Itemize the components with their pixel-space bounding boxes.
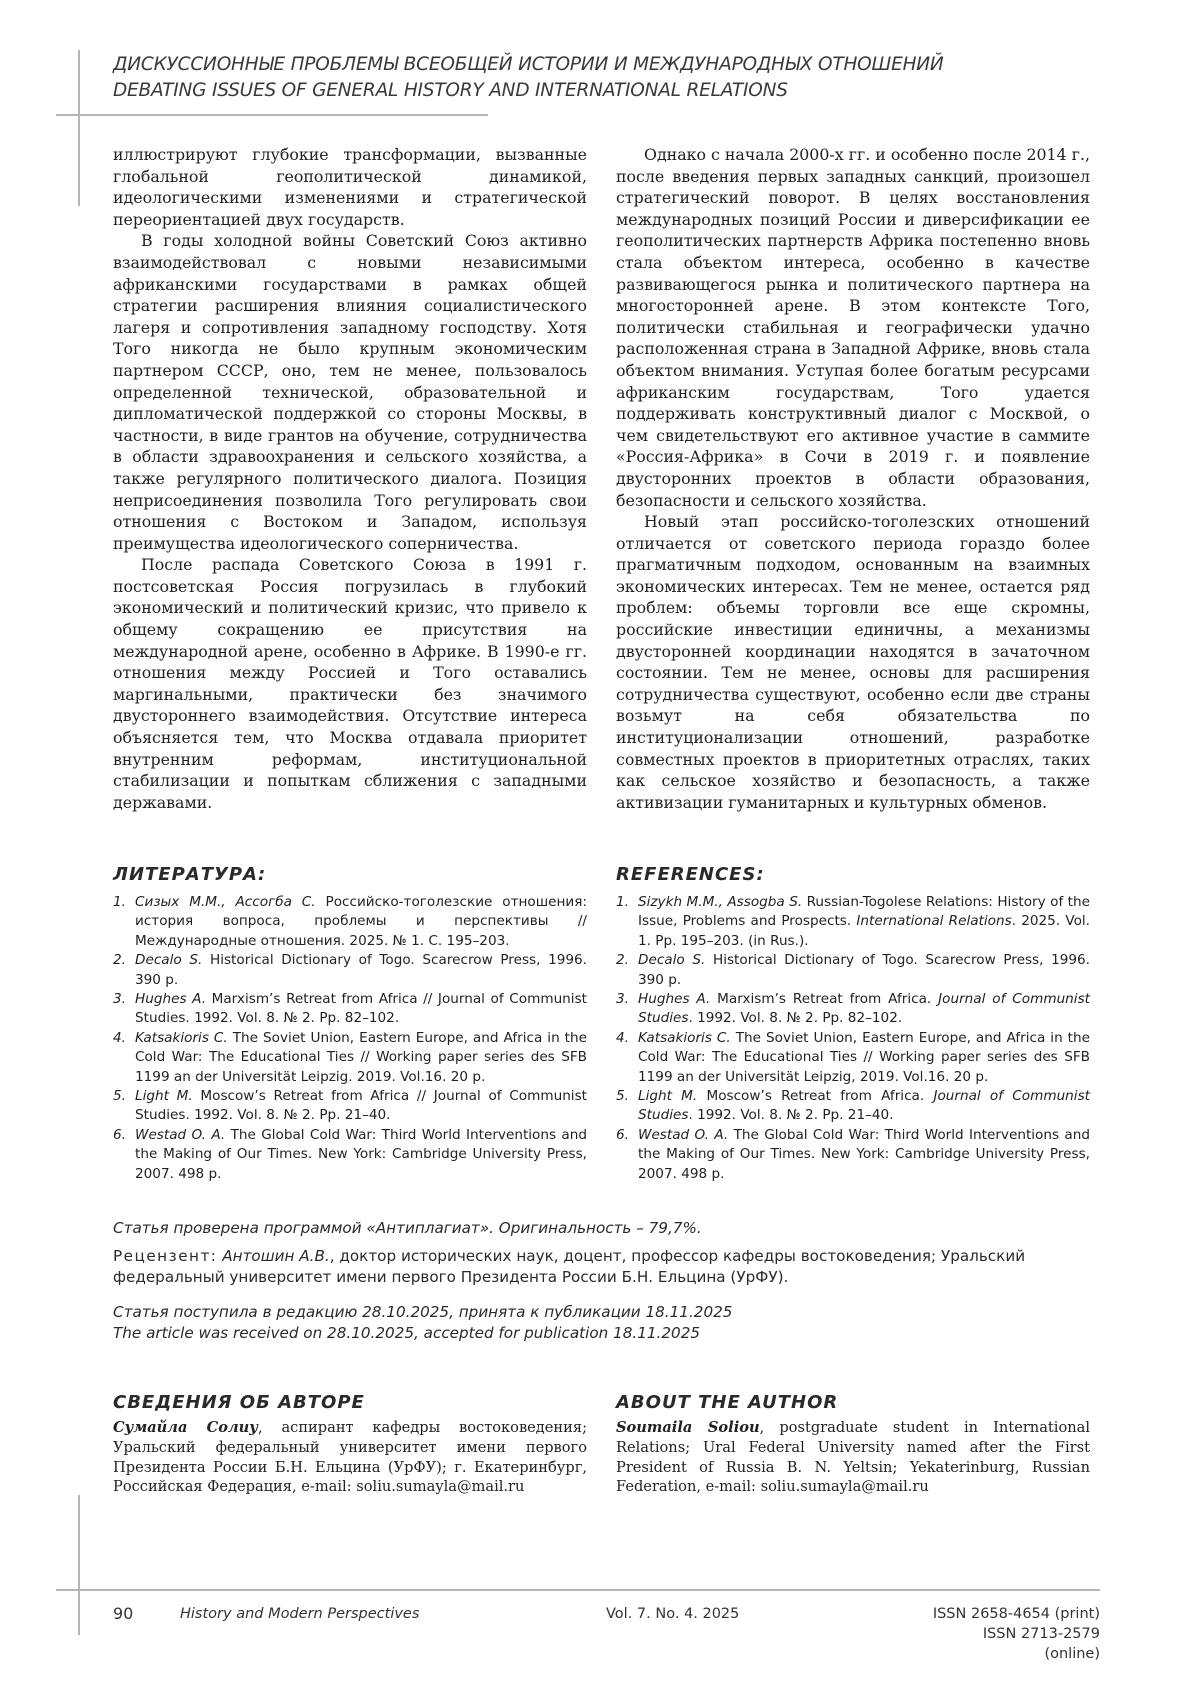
literature-item: 2. Decalo S. Historical Dictionary of Togo. Scarecrow Press, 1996. 390 p. xyxy=(113,952,587,988)
author-ru-name: Сумайла Солиу xyxy=(113,1419,259,1436)
received-note-en: The article was received on 28.10.2025, accepted for publication 18.11.2025 xyxy=(113,1324,701,1342)
reference-item: 4. Katsakioris C. The Soviet Union, Eastern Europe, and Africa in the Cold War: The Educational Ties // Working paper series des SFB 1199 an der Universität Leipzig, 2019. Vol.16. 20 p. xyxy=(616,1029,1090,1085)
footer-volume: Vol. 7. No. 4. 2025 xyxy=(606,1606,740,1622)
frame-line-bottom-left xyxy=(78,1495,80,1635)
author-en-info xyxy=(616,1418,1090,1497)
author-en-name: Soumaila Soliou xyxy=(616,1419,760,1436)
reference-item: 5. Light M. Moscow’s Retreat from Africa. Journal of Communist Studies. 1992. Vol. 8. № 2. Pp. 21–40. xyxy=(616,1088,1090,1124)
author-ru-text: , аспирант кафедры востоковедения; Уральский федеральный университет имени первого Президента России Б.Н. Ельцина (УрФУ); г. Екатеринбург, Российская Федерация, e-mail: soliu.sumayla@mail.ru xyxy=(113,1419,588,1496)
reference-item: 6. Westad O. A. The Global Cold War: Third World Interventions and the Making of Our Times. New York: Cambridge University Press, 2007. 498 p. xyxy=(616,1126,1090,1182)
frame-line-footer xyxy=(56,1589,1100,1591)
running-header xyxy=(113,52,1113,104)
literature-item: 5. Light M. Moscow’s Retreat from Africa // Journal of Communist Studies. 1992. Vol. 8. № 2. Pp. 21–40. xyxy=(113,1088,587,1124)
body-column-right xyxy=(616,144,1090,813)
references-heading: REFERENCES: xyxy=(616,864,765,885)
paragraph: Новый этап российско-тоголезских отношений отличается от советского периода гораздо более прагматичным подходом, основанным на взаимных экономических интересах. Тем не менее, остается ряд проблем: объемы торговли все еще скромны, российские инвестиции единичны, а механизмы двусторонней координации находятся в зачаточном состоянии. Тем не менее, основы для расширения сотрудничества существуют, особенно если две страны возьмут на себя обязательства по институционализации отношений, разработке совместных проектов в приоритетных отраслях, таких как сельское хозяйство и безопасность, а также активизации гуманитарных и культурных обменов. xyxy=(616,512,1090,812)
body-column-left xyxy=(113,144,587,813)
reference-item: 1. Sizykh M.M., Assogba S. Russian-Togolese Relations: History of the Issue, Problems and Prospects. International Relations. 2025. Vol. 1. Pp. 195–203. (in Rus.). xyxy=(616,894,1090,949)
literature-heading: ЛИТЕРАТУРА: xyxy=(113,864,267,885)
frame-line-header xyxy=(56,114,488,116)
paragraph: В годы холодной войны Советский Союз активно взаимодействовал с новыми независимыми африканскими государствами в рамках общей стратегии расширения влияния социалистического лагеря и сопротивления западному господству. Хотя Того никогда не было крупным экономическим партнером СССР, оно, тем не менее, пользовалось определенной технической, образовательной и дипломатической поддержкой со стороны Москвы, в частности, в виде грантов на обучение, сотрудничества в области здравоохранения и сельского хозяйства, а также регулярного политического диалога. Позиция неприсоединения позволила Того регулировать свои отношения с Востоком и Западом, используя преимущества идеологического соперничества. xyxy=(113,231,587,553)
reviewer-name: Антошин А.В. xyxy=(222,1247,330,1265)
antiplagiat-note: Статья проверена программой «Антиплагиат». Оригинальность – 79,7%. xyxy=(113,1219,702,1237)
literature-item: 3. Hughes A. Marxism’s Retreat from Africa // Journal of Communist Studies. 1992. Vol. 8. № 2. Pp. 82–102. xyxy=(113,991,587,1027)
paragraph: иллюстрируют глубокие трансформации, вызванные глобальной геополитической динамикой, идеологическими изменениями и стратегической переориентацией двух государств. xyxy=(113,145,587,229)
frame-line-top-left xyxy=(78,50,80,206)
references-list xyxy=(616,893,1090,1184)
author-en-heading: ABOUT THE AUTHOR xyxy=(616,1392,839,1413)
reference-item: 3. Hughes A. Marxism’s Retreat from Africa. Journal of Communist Studies. 1992. Vol. 8. № 2. Pp. 82–102. xyxy=(616,991,1090,1027)
paragraph: После распада Советского Союза в 1991 г. постсоветская Россия погрузилась в глубокий экономический и политический кризис, что привело к общему сокращению ее присутствия на международной арене, особенно в Африке. В 1990-е гг. отношения между Россией и Того оставались маргинальными, практически без значимого двустороннего взаимодействия. Отсутствие интереса объясняется тем, что Москва отдавала приоритет внутренним реформам, институциональной стабилизации и попыткам сближения с западными державами. xyxy=(113,555,587,812)
literature-item: 1. Сизых М.М., Ассогба С. Российско-тоголезские отношения: история вопроса, проблемы и перспективы // Международные отношения. 2025. № 1. С. 195–203. xyxy=(113,894,587,949)
header-title-ru: ДИСКУССИОННЫЕ ПРОБЛЕМЫ ВСЕОБЩЕЙ ИСТОРИИ И МЕЖДУНАРОДНЫХ ОТНОШЕНИЙ xyxy=(113,54,944,75)
author-ru-info xyxy=(113,1418,587,1497)
reviewer-text: , доктор исторических наук, доцент, профессор кафедры востоковедения; Уральский федеральный университет имени первого Президента России Б.Н. Ельцина (УрФУ). xyxy=(113,1247,1026,1286)
literature-item: 6. Westad O. A. The Global Cold War: Third World Interventions and the Making of Our Times. New York: Cambridge University Press, 2007. 498 p. xyxy=(113,1126,587,1182)
author-en-text: , postgraduate student in International Relations; Ural Federal University named after the First President of Russia B. N. Yeltsin; Yekaterinburg, Russian Federation, e-mail: soliu.sumayla@mail.ru xyxy=(616,1419,1090,1496)
reference-item: 2. Decalo S. Historical Dictionary of Togo. Scarecrow Press, 1996. 390 p. xyxy=(616,952,1090,988)
issn-print: ISSN 2658-4654 (print) xyxy=(932,1606,1100,1622)
header-title-en: DEBATING ISSUES OF GENERAL HISTORY AND INTERNATIONAL RELATIONS xyxy=(113,80,788,101)
received-note-ru: Статья поступила в редакцию 28.10.2025, принята к публикации 18.11.2025 xyxy=(113,1303,733,1321)
reviewer-note xyxy=(113,1246,1103,1288)
literature-item: 4. Katsakioris C. The Soviet Union, Eastern Europe, and Africa in the Cold War: The Educational Ties // Working paper series des SFB 1199 an der Universität Leipzig. 2019. Vol.16. 20 p. xyxy=(113,1029,587,1085)
reviewer-label: Рецензент: xyxy=(113,1247,218,1265)
issn-online: ISSN 2713-2579 (online) xyxy=(982,1626,1100,1662)
footer-journal: History and Modern Perspectives xyxy=(180,1606,420,1622)
author-ru-heading: СВЕДЕНИЯ ОБ АВТОРЕ xyxy=(113,1392,365,1413)
page-number: 90 xyxy=(113,1604,134,1623)
paragraph: Однако с начала 2000-х гг. и особенно после 2014 г., после введения первых западных санкций, произошел стратегический поворот. В целях восстановления международных позиций России и диверсификации ее геополитических партнерств Африка постепенно вновь стала объектом интереса, особенно в качестве развивающегося рынка и политического партнера на многосторонней арене. В этом контексте Того, политически стабильная и географически удачно расположенная страна в Западной Африке, вновь стала объектом внимания. Уступая более богатым ресурсами африканским государствам, Того удается поддерживать конструктивный диалог с Москвой, о чем свидетельствуют его активное участие в саммите «Россия-Африка» в Сочи в 2019 г. и появление двусторонних проектов в области образования, безопасности и сельского хозяйства. xyxy=(616,145,1090,510)
literature-list xyxy=(113,893,587,1184)
footer-issn xyxy=(926,1604,1100,1664)
